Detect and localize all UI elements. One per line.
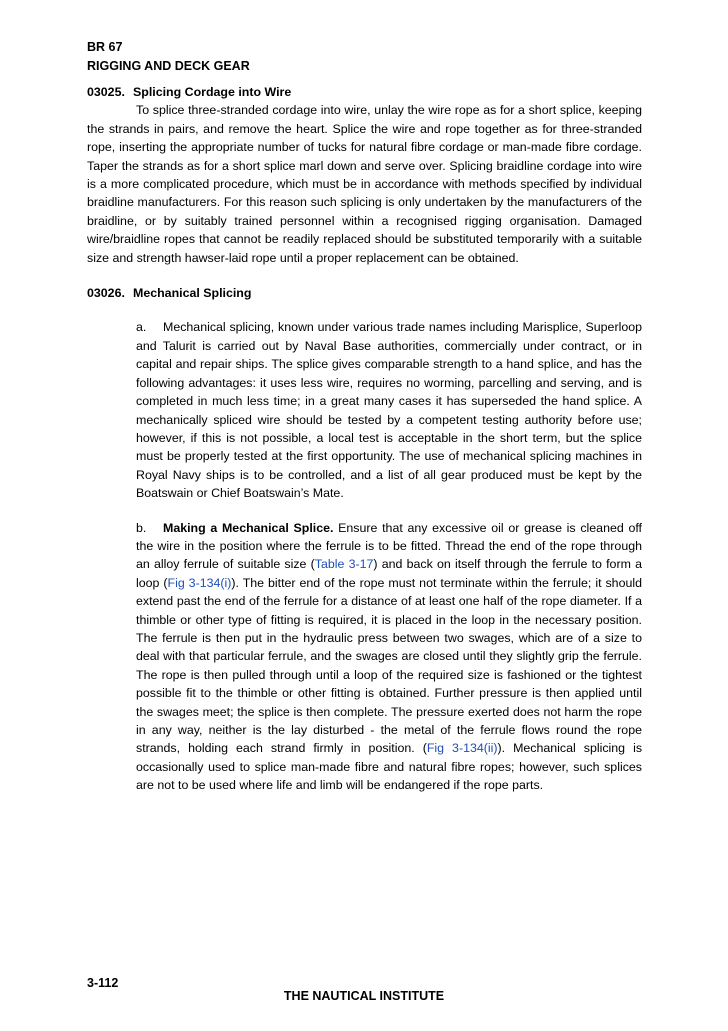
subsection-label: b. xyxy=(136,520,147,535)
subsection-b-heading: Making a Mechanical Splice. xyxy=(163,520,334,535)
section-03026-heading xyxy=(87,284,642,302)
subsection-b-text-2: ) and back on itself through the ferrule to form a loop ( xyxy=(136,557,642,590)
page-footer: THE NAUTICAL INSTITUTE xyxy=(283,989,445,1003)
section-title: Mechanical Splicing xyxy=(133,286,252,301)
subsection-a-text: Mechanical splicing, known under various trade names including Marisplice, Superloop and Talurit is carried out by Naval Base authorities, commercially under contract, or in capital and repair ships. The splice gives comparable strength to a hand splice, and has the following advantages: it uses less wire, requires no worming, parcelling and serving, and is completed in much less time; in a great many cases it has superseded the hand splice. A mechanically spliced wire should be tested by a competent testing authority before use; however, if this is not possible, a local test is acceptable in the short term, but the splice must be properly tested at the first opportunity. The use of mechanical splicing machines in Royal Navy ships is to be controlled, and a list of all gear produced must be kept by the Boatswain or Chief Boatswain’s Mate. xyxy=(136,320,642,501)
subsection-b-text-4: ). Mechanical splicing is occasionally used to splice man-made fibre and natural fibre ropes; however, such splices are not to be used where life and limb will be endangered if the rope parts. xyxy=(136,741,643,793)
subsection-b xyxy=(136,519,642,795)
header-doc-title: RIGGING AND DECK GEAR xyxy=(87,59,250,73)
fig-3-134-i-link[interactable]: Fig 3-134(i) xyxy=(167,575,232,590)
subsection-b-text-3: ). The bitter end of the rope must not terminate within the ferrule; it should extend past the end of the ferrule for a distance of at least one half of the rope diameter. If a thimble or other type of fitting is required, it is placed in the loop in the necessary position. The ferrule is then put in the hydraulic press between two swages, which are of a size to deal with that particular ferrule, and the swages are closed until they slightly grip the ferrule. The rope is then pulled through until a loop of the required size is fashioned or the tightest possible fit to the thimble or other fitting is obtained. Further pressure is then applied until the swages meet; the splice is then complete. The pressure exerted does not harm the rope in any way, neither is the lay disturbed - the metal of the ferrule flows round the rope strands, holding each strand firmly in position. ( xyxy=(136,575,642,756)
page-number: 3-112 xyxy=(87,976,119,990)
document-body xyxy=(87,83,642,795)
header-doc-id: BR 67 xyxy=(87,40,123,54)
subsection-b-text-1: Ensure that any excessive oil or grease is cleaned off the wire in the position where the ferrule is to be fitted. Thread the end of the rope through an alloy ferrule of suitable size ( xyxy=(136,520,642,572)
section-number: 03026. xyxy=(87,286,125,301)
section-number: 03025. xyxy=(87,85,125,99)
subsection-label: a. xyxy=(136,320,147,335)
running-header xyxy=(87,38,250,76)
table-3-17-link[interactable]: Table 3-17 xyxy=(314,557,374,572)
subsection-a xyxy=(136,318,642,502)
section-03025-paragraph: To splice three-stranded cordage into wire, unlay the wire rope as for a short splice, keeping the strands in pairs, and remove the heart. Splice the wire and rope together as for three-stranded rope, inserting the appropriate number of tucks for natural fibre cordage or man-made fibre cordage. Taper the strands as for a short splice marl down and serve over. Splicing braidline cordage into wire is a more complicated procedure, which must be in accordance with methods specified by individual braidline manufacturers. For this reason such splicing is only undertaken by the manufacturers of the braidline, or by suitably trained personnel within a recognised rigging organisation. Damaged wire/braidline ropes that cannot be readily replaced should be substituted temporarily with a suitable size and strength hawser-laid rope until a proper replacement can be obtained. xyxy=(87,103,642,265)
section-03025-heading xyxy=(87,83,642,101)
section-title: Splicing Cordage into Wire xyxy=(133,85,292,99)
fig-3-134-ii-link[interactable]: Fig 3-134(ii) xyxy=(426,741,498,756)
